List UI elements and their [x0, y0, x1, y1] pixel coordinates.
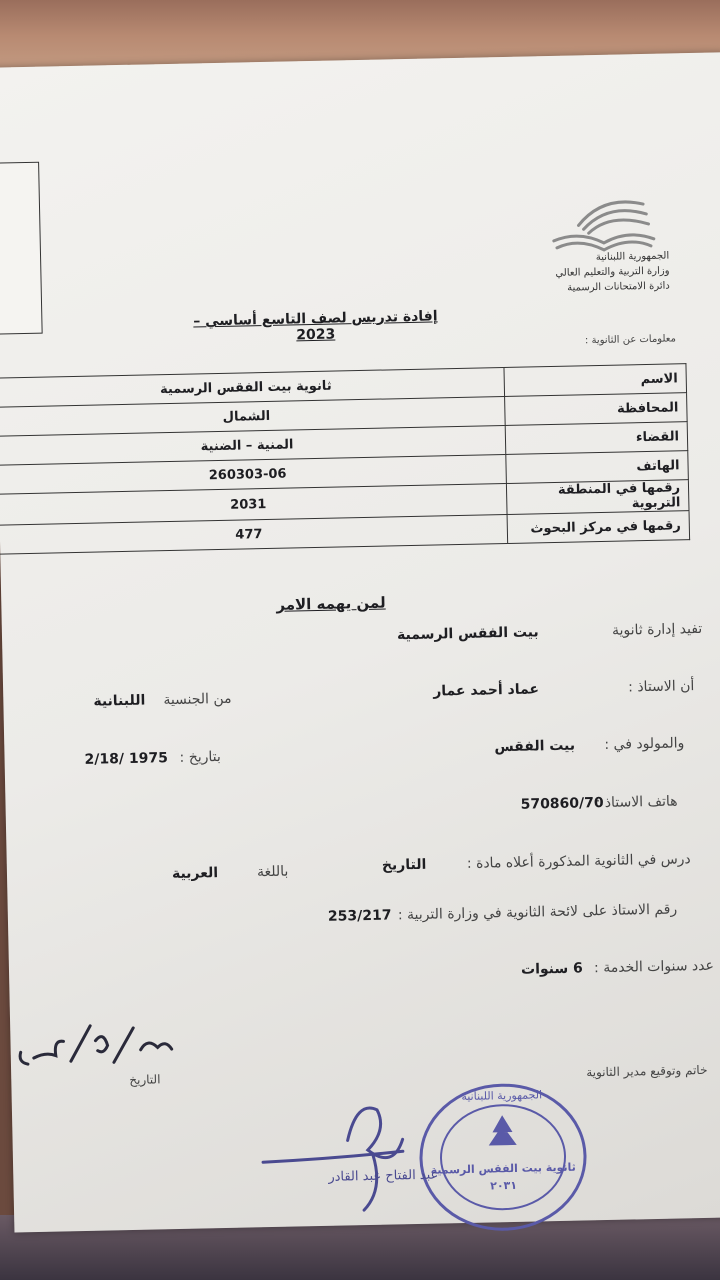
- birthdate: 1975 /2/18: [84, 750, 169, 768]
- service-years: 6 سنوات: [520, 960, 584, 978]
- row-label: المحافظة: [505, 393, 688, 426]
- svg-text:ثانوية بيت الفقس الرسمية: ثانوية بيت الفقس الرسمية: [430, 1160, 576, 1177]
- born-prefix: والمولود في :: [604, 735, 685, 753]
- teacher-phone: 570860/70: [520, 795, 604, 813]
- school-name: بيت الفقس الرسمية: [396, 624, 539, 644]
- ministry-header: [534, 249, 670, 297]
- row-value: ثانوية بيت الفقس الرسمية: [0, 367, 505, 407]
- row-value: المنية – الضنية: [0, 425, 506, 465]
- birthdate-prefix: بتاريخ :: [179, 749, 221, 766]
- document-paper: [0, 52, 720, 1232]
- nationality-prefix: من الجنسية: [163, 690, 232, 709]
- document-title: إفادة تدريس لصف التاسع أساسي – 2023: [193, 308, 438, 344]
- school-info-table: [0, 363, 690, 555]
- service-prefix: عدد سنوات الخدمة :: [593, 957, 715, 977]
- row-value: 477: [0, 514, 508, 554]
- row-label: الهاتف: [506, 451, 689, 484]
- photo-box: [0, 162, 43, 335]
- header-line-department: دائرة الامتحانات الرسمية: [567, 280, 670, 294]
- list-number-prefix: رقم الاستاذ على لائحة الثانوية في وزارة التربية :: [397, 901, 678, 924]
- row-label: رقمها في مركز البحوث: [507, 511, 690, 544]
- language: العربية: [171, 865, 219, 883]
- row-value: الشمال: [0, 396, 505, 436]
- signature-label: خاتم وتوقيع مدير الثانوية: [586, 1062, 708, 1080]
- language-prefix: باللغة: [256, 863, 289, 881]
- svg-text:عبد الفتاح عبد القادر: عبد الفتاح عبد القادر: [328, 1167, 439, 1185]
- admin-prefix: تفيد إدارة ثانوية: [611, 620, 703, 639]
- birthplace: بيت الفقس: [494, 737, 576, 756]
- to-whom-heading: لمن يهمه الامر: [276, 593, 386, 614]
- list-number: 253/217: [327, 907, 392, 925]
- date-label: التاريخ: [129, 1072, 161, 1088]
- row-label: القضاء: [505, 422, 688, 455]
- row-value: 260303-06: [0, 454, 506, 494]
- row-label: رقمها في المنطقة التربوية: [506, 480, 689, 515]
- header-line-ministry: وزارة التربية والتعليم العالي: [555, 265, 670, 279]
- taught-prefix: درس في الثانوية المذكورة أعلاه مادة :: [466, 851, 691, 872]
- svg-text:٢٠٣١: ٢٠٣١: [490, 1178, 518, 1193]
- school-info-label: معلومات عن الثانوية :: [584, 333, 677, 347]
- subject: التاريخ: [381, 856, 427, 874]
- teacher-prefix: أن الاستاذ :: [628, 678, 695, 696]
- header-line-republic: الجمهورية اللبنانية: [595, 250, 670, 264]
- row-label: الاسم: [504, 364, 687, 397]
- handwritten-date-icon: [15, 1019, 176, 1072]
- phone-prefix: هاتف الاستاذ :: [595, 793, 678, 812]
- teacher-name: عماد أحمد عمار: [433, 681, 540, 700]
- nationality: اللبنانية: [93, 692, 146, 710]
- svg-text:الجمهورية اللبنانية: الجمهورية اللبنانية: [461, 1088, 543, 1104]
- ministry-logo-icon: [548, 184, 659, 256]
- school-stamp-icon: [251, 1075, 594, 1252]
- row-value: 2031: [0, 483, 507, 525]
